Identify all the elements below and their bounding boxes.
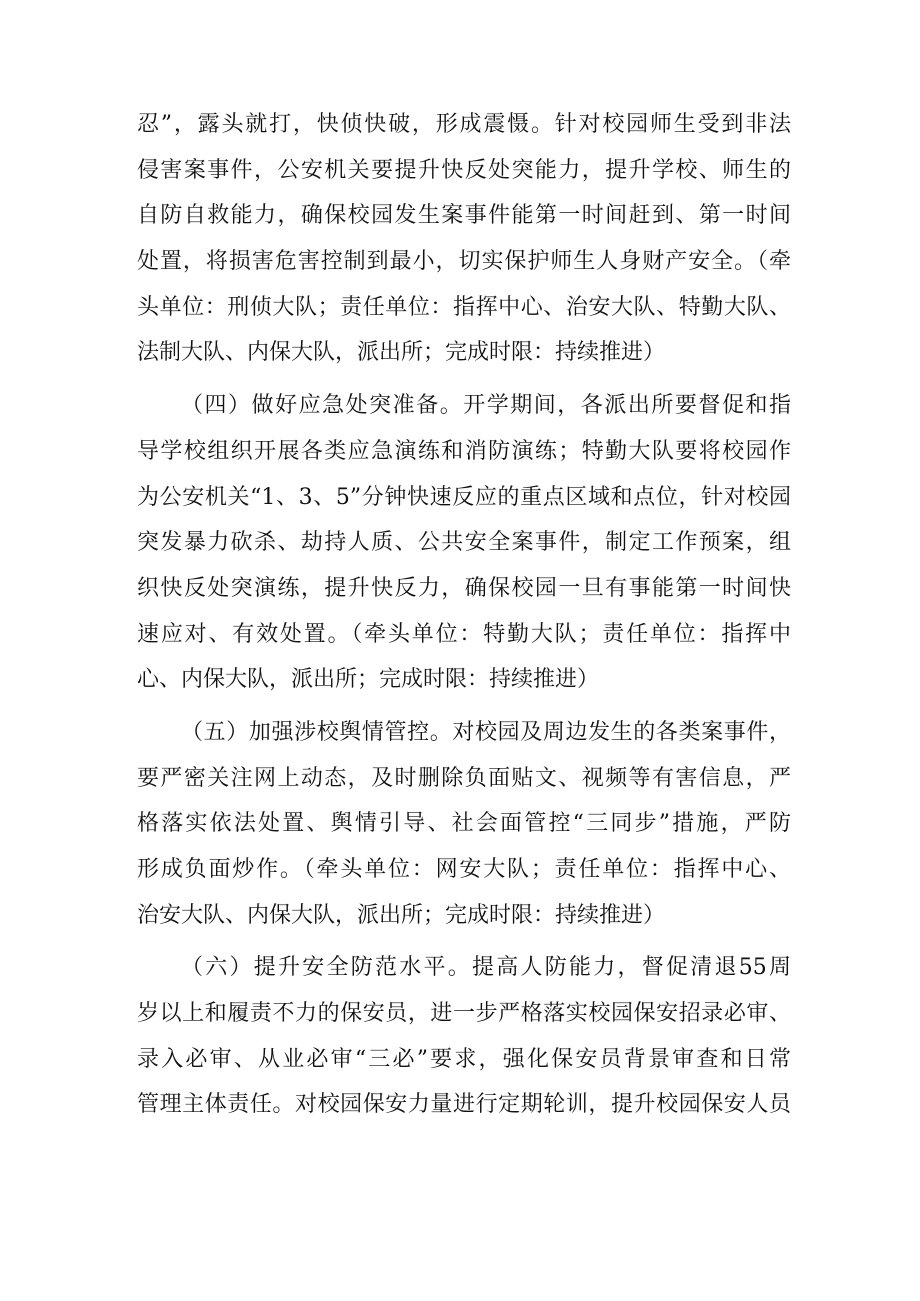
text-line: （四）做好应急处突准备。开学期间，各派出所要督促和指 bbox=[181, 393, 791, 419]
text-line: 格落实依法处置、舆情引导、社会面管控“三同步”措施，严防 bbox=[137, 811, 791, 837]
text-line: 头单位：刑侦大队；责任单位：指挥中心、治安大队、特勤大队、 bbox=[137, 294, 791, 320]
text-line: 侵害案事件，公安机关要提升快反处突能力，提升学校、师生的 bbox=[137, 157, 791, 183]
text-line: 织快反处突演练，提升快反力，确保校园一旦有事能第一时间快 bbox=[137, 575, 791, 601]
text-line: 速应对、有效处置。（牵头单位：特勤大队；责任单位：指挥中 bbox=[137, 621, 791, 647]
text-line: 要严密关注网上动态，及时删除负面贴文、视频等有害信息，严 bbox=[137, 765, 791, 791]
paragraph-security-level bbox=[137, 945, 791, 1128]
text-line: 岁以上和履责不力的保安员，进一步严格落实校园保安招录必审、 bbox=[137, 1001, 791, 1027]
paragraph-emergency-preparedness bbox=[137, 383, 791, 703]
text-line: 心、内保大队，派出所；完成时限：持续推进） bbox=[137, 667, 600, 693]
paragraph-continued bbox=[137, 102, 791, 376]
text-line: 管理主体责任。对校园保安力量进行定期轮训，提升校园保安人员 bbox=[137, 1092, 791, 1118]
document-body bbox=[137, 102, 791, 1128]
text-line: 忍”，露头就打，快侦快破，形成震慑。针对校园师生受到非法 bbox=[137, 112, 791, 137]
text-line: 自防自救能力，确保校园发生案事件能第一时间赶到、第一时间 bbox=[137, 203, 791, 229]
paragraph-public-opinion bbox=[137, 710, 791, 938]
text-line: 形成负面炒作。（牵头单位：网安大队；责任单位：指挥中心、 bbox=[137, 857, 791, 882]
text-line: 突发暴力砍杀、劫持人质、公共安全案事件，制定工作预案，组 bbox=[137, 530, 791, 556]
text-line: 录入必审、从业必审“三必”要求，强化保安员背景审查和日常 bbox=[137, 1046, 791, 1072]
text-line: 为公安机关“1、3、5”分钟快速反应的重点区域和点位，针对校园 bbox=[137, 484, 791, 510]
text-line: 治安大队、内保大队，派出所；完成时限：持续推进） bbox=[137, 902, 666, 928]
text-line: 法制大队、内保大队，派出所；完成时限：持续推进） bbox=[137, 340, 666, 366]
text-line: 导学校组织开展各类应急演练和消防演练；特勤大队要将校园作 bbox=[137, 438, 791, 464]
text-line: （五）加强涉校舆情管控。对校园及周边发生的各类案事件， bbox=[181, 719, 791, 745]
text-line: （六）提升安全防范水平。提高人防能力，督促清退55周 bbox=[181, 955, 791, 981]
text-line: 处置，将损害危害控制到最小，切实保护师生人身财产安全。（牵 bbox=[137, 249, 791, 275]
